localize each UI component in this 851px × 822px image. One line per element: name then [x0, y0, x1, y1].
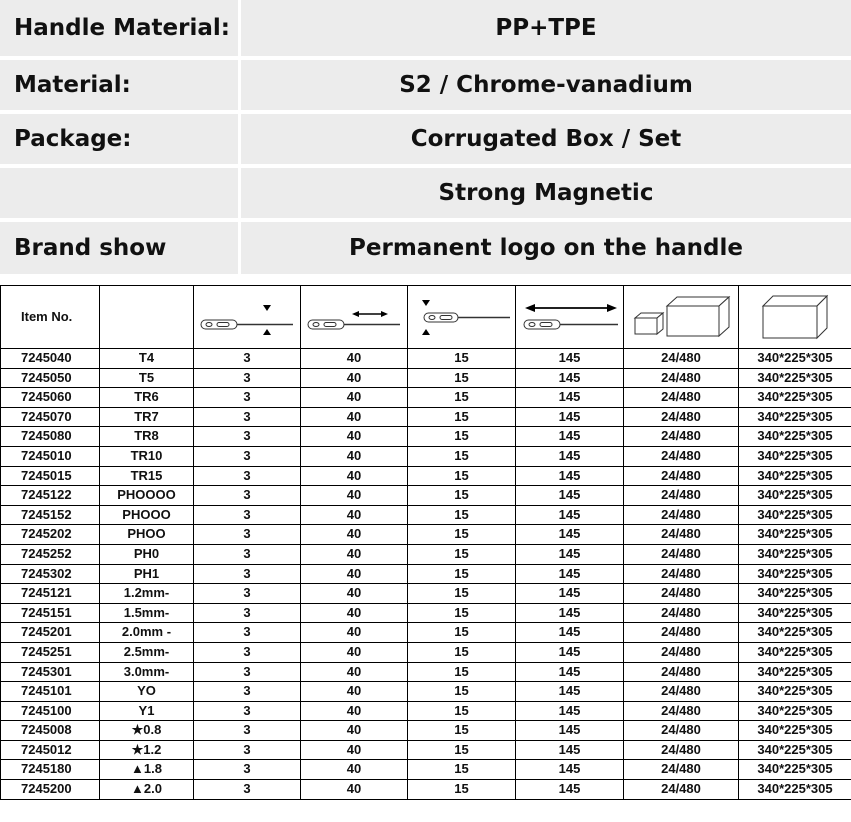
total-length-cell: 145 [516, 446, 624, 466]
carton-size-cell: 340*225*305 [739, 603, 851, 623]
tip-cell: 15 [408, 525, 516, 545]
table-row [1, 584, 851, 604]
item-no-cell: 7245050 [1, 368, 100, 388]
item-no-cell: 7245301 [1, 662, 100, 682]
item-no-cell: 7245122 [1, 486, 100, 506]
carton-size-cell: 340*225*305 [739, 466, 851, 486]
tip-cell: 15 [408, 486, 516, 506]
carton-size-cell: 340*225*305 [739, 760, 851, 780]
table-row [1, 682, 851, 702]
shaft-length-cell: 40 [301, 446, 408, 466]
tip-cell: 15 [408, 642, 516, 662]
total-length-cell: 145 [516, 740, 624, 760]
item-no-cell: 7245060 [1, 388, 100, 408]
total-length-cell: 145 [516, 525, 624, 545]
carton-size-cell: 340*225*305 [739, 525, 851, 545]
total-length-cell: 145 [516, 760, 624, 780]
tip-cell: 15 [408, 603, 516, 623]
item-no-cell: 7245080 [1, 427, 100, 447]
table-row [1, 760, 851, 780]
pack-qty-cell: 24/480 [624, 642, 739, 662]
diameter-cell: 3 [194, 701, 301, 721]
carton-size-cell: 340*225*305 [739, 407, 851, 427]
item-no-cell: 7245152 [1, 505, 100, 525]
item-no-cell: 7245151 [1, 603, 100, 623]
diameter-cell: 3 [194, 349, 301, 369]
shaft-length-cell: 40 [301, 544, 408, 564]
inner-outer-box-icon [624, 286, 739, 349]
pack-qty-cell: 24/480 [624, 525, 739, 545]
total-length-cell: 145 [516, 427, 624, 447]
type-cell: 2.0mm - [100, 623, 194, 643]
carton-size-cell: 340*225*305 [739, 486, 851, 506]
type-cell: Y1 [100, 701, 194, 721]
pack-qty-cell: 24/480 [624, 603, 739, 623]
shaft-length-cell: 40 [301, 407, 408, 427]
type-cell: TR8 [100, 427, 194, 447]
total-length-cell: 145 [516, 642, 624, 662]
diameter-cell: 3 [194, 525, 301, 545]
pack-qty-cell: 24/480 [624, 721, 739, 741]
item-no-cell: 7245180 [1, 760, 100, 780]
shaft-length-cell: 40 [301, 603, 408, 623]
spec-value: Corrugated Box / Set [241, 114, 851, 164]
diameter-cell: 3 [194, 486, 301, 506]
type-cell: PH0 [100, 544, 194, 564]
carton-size-cell: 340*225*305 [739, 446, 851, 466]
type-cell: PHOO [100, 525, 194, 545]
item-no-cell: 7245008 [1, 721, 100, 741]
type-cell: PHOOO [100, 505, 194, 525]
diameter-cell: 3 [194, 466, 301, 486]
diameter-cell: 3 [194, 368, 301, 388]
total-length-cell: 145 [516, 505, 624, 525]
table-row [1, 780, 851, 800]
diameter-cell: 3 [194, 505, 301, 525]
item-no-cell: 7245202 [1, 525, 100, 545]
type-cell: PH1 [100, 564, 194, 584]
item-no-cell: 7245100 [1, 701, 100, 721]
tip-cell: 15 [408, 721, 516, 741]
tip-cell: 15 [408, 564, 516, 584]
diameter-cell: 3 [194, 603, 301, 623]
total-length-cell: 145 [516, 623, 624, 643]
item-no-cell: 7245012 [1, 740, 100, 760]
shaft-length-cell: 40 [301, 701, 408, 721]
total-length-cell: 145 [516, 388, 624, 408]
type-cell: 1.5mm- [100, 603, 194, 623]
pack-qty-cell: 24/480 [624, 388, 739, 408]
total-length-cell: 145 [516, 701, 624, 721]
spec-block [0, 0, 851, 274]
total-length-cell: 145 [516, 603, 624, 623]
pack-qty-cell: 24/480 [624, 427, 739, 447]
table-row [1, 544, 851, 564]
shaft-length-cell: 40 [301, 466, 408, 486]
table-row [1, 505, 851, 525]
type-cell: 3.0mm- [100, 662, 194, 682]
carton-size-cell: 340*225*305 [739, 662, 851, 682]
diameter-cell: 3 [194, 427, 301, 447]
shaft-length-cell: 40 [301, 349, 408, 369]
header-type [100, 286, 194, 349]
shaft-length-cell: 40 [301, 388, 408, 408]
carton-size-cell: 340*225*305 [739, 701, 851, 721]
pack-qty-cell: 24/480 [624, 486, 739, 506]
tip-cell: 15 [408, 505, 516, 525]
diameter-cell: 3 [194, 544, 301, 564]
pack-qty-cell: 24/480 [624, 349, 739, 369]
tip-cell: 15 [408, 368, 516, 388]
item-no-cell: 7245251 [1, 642, 100, 662]
pack-qty-cell: 24/480 [624, 701, 739, 721]
type-cell: T4 [100, 349, 194, 369]
pack-qty-cell: 24/480 [624, 505, 739, 525]
carton-size-icon [739, 286, 851, 349]
total-length-cell: 145 [516, 564, 624, 584]
type-cell: T5 [100, 368, 194, 388]
total-length-cell: 145 [516, 544, 624, 564]
diameter-cell: 3 [194, 682, 301, 702]
pack-qty-cell: 24/480 [624, 446, 739, 466]
pack-qty-cell: 24/480 [624, 407, 739, 427]
carton-size-cell: 340*225*305 [739, 584, 851, 604]
tip-cell: 15 [408, 701, 516, 721]
carton-size-cell: 340*225*305 [739, 642, 851, 662]
diameter-cell: 3 [194, 388, 301, 408]
shaft-length-cell: 40 [301, 740, 408, 760]
table-row [1, 564, 851, 584]
shaft-length-cell: 40 [301, 721, 408, 741]
screwdriver-shaft-length-icon [301, 286, 408, 349]
spec-label: Material: [0, 60, 238, 110]
item-no-cell: 7245201 [1, 623, 100, 643]
total-length-cell: 145 [516, 407, 624, 427]
spec-value: Strong Magnetic [241, 168, 851, 218]
header-item-no: Item No. [1, 286, 100, 349]
diameter-cell: 3 [194, 642, 301, 662]
carton-size-cell: 340*225*305 [739, 388, 851, 408]
type-cell: PHOOOO [100, 486, 194, 506]
diameter-cell: 3 [194, 740, 301, 760]
shaft-length-cell: 40 [301, 682, 408, 702]
carton-size-cell: 340*225*305 [739, 623, 851, 643]
table-row [1, 427, 851, 447]
carton-size-cell: 340*225*305 [739, 349, 851, 369]
total-length-cell: 145 [516, 349, 624, 369]
diameter-cell: 3 [194, 584, 301, 604]
spec-row-handle-material [0, 0, 851, 56]
total-length-cell: 145 [516, 466, 624, 486]
spec-row-brand [0, 222, 851, 274]
pack-qty-cell: 24/480 [624, 780, 739, 800]
carton-size-cell: 340*225*305 [739, 564, 851, 584]
diameter-cell: 3 [194, 721, 301, 741]
tip-cell: 15 [408, 388, 516, 408]
total-length-cell: 145 [516, 584, 624, 604]
table-row [1, 662, 851, 682]
item-no-cell: 7245015 [1, 466, 100, 486]
table-row [1, 701, 851, 721]
pack-qty-cell: 24/480 [624, 682, 739, 702]
tip-cell: 15 [408, 446, 516, 466]
spec-label: Handle Material: [0, 0, 238, 56]
table-row [1, 603, 851, 623]
diameter-cell: 3 [194, 407, 301, 427]
spec-row-package [0, 114, 851, 164]
pack-qty-cell: 24/480 [624, 564, 739, 584]
table-header-row [1, 286, 851, 349]
item-no-cell: 7245121 [1, 584, 100, 604]
tip-cell: 15 [408, 427, 516, 447]
total-length-cell: 145 [516, 721, 624, 741]
table-row [1, 525, 851, 545]
pack-qty-cell: 24/480 [624, 544, 739, 564]
total-length-cell: 145 [516, 486, 624, 506]
tip-cell: 15 [408, 544, 516, 564]
item-no-cell: 7245200 [1, 780, 100, 800]
table-body [1, 349, 851, 800]
type-cell: ▲1.8 [100, 760, 194, 780]
pack-qty-cell: 24/480 [624, 740, 739, 760]
table-row [1, 407, 851, 427]
carton-size-cell: 340*225*305 [739, 682, 851, 702]
pack-qty-cell: 24/480 [624, 662, 739, 682]
diameter-cell: 3 [194, 623, 301, 643]
screwdriver-total-length-icon [516, 286, 624, 349]
item-no-cell: 7245010 [1, 446, 100, 466]
tip-cell: 15 [408, 466, 516, 486]
carton-size-cell: 340*225*305 [739, 721, 851, 741]
table-row [1, 642, 851, 662]
item-no-cell: 7245252 [1, 544, 100, 564]
type-cell: TR6 [100, 388, 194, 408]
table-row [1, 466, 851, 486]
tip-cell: 15 [408, 682, 516, 702]
table-row [1, 486, 851, 506]
spec-row-material [0, 60, 851, 110]
table-row [1, 388, 851, 408]
table-row [1, 721, 851, 741]
screwdriver-diameter-icon [194, 286, 301, 349]
item-no-cell: 7245070 [1, 407, 100, 427]
type-cell: ★1.2 [100, 740, 194, 760]
shaft-length-cell: 40 [301, 760, 408, 780]
tip-cell: 15 [408, 740, 516, 760]
type-cell: YO [100, 682, 194, 702]
pack-qty-cell: 24/480 [624, 584, 739, 604]
shaft-length-cell: 40 [301, 427, 408, 447]
carton-size-cell: 340*225*305 [739, 780, 851, 800]
product-table [0, 285, 851, 800]
tip-cell: 15 [408, 780, 516, 800]
item-no-cell: 7245101 [1, 682, 100, 702]
type-cell: TR7 [100, 407, 194, 427]
shaft-length-cell: 40 [301, 368, 408, 388]
shaft-length-cell: 40 [301, 486, 408, 506]
diameter-cell: 3 [194, 446, 301, 466]
shaft-length-cell: 40 [301, 623, 408, 643]
diameter-cell: 3 [194, 662, 301, 682]
table-row [1, 740, 851, 760]
shaft-length-cell: 40 [301, 564, 408, 584]
tip-cell: 15 [408, 584, 516, 604]
carton-size-cell: 340*225*305 [739, 368, 851, 388]
total-length-cell: 145 [516, 368, 624, 388]
diameter-cell: 3 [194, 780, 301, 800]
pack-qty-cell: 24/480 [624, 760, 739, 780]
type-cell: 2.5mm- [100, 642, 194, 662]
total-length-cell: 145 [516, 682, 624, 702]
type-cell: ★0.8 [100, 721, 194, 741]
total-length-cell: 145 [516, 662, 624, 682]
spec-row-magnetic [0, 168, 851, 218]
screwdriver-tip-width-icon [408, 286, 516, 349]
tip-cell: 15 [408, 760, 516, 780]
carton-size-cell: 340*225*305 [739, 740, 851, 760]
type-cell: TR10 [100, 446, 194, 466]
type-cell: 1.2mm- [100, 584, 194, 604]
shaft-length-cell: 40 [301, 642, 408, 662]
shaft-length-cell: 40 [301, 662, 408, 682]
carton-size-cell: 340*225*305 [739, 427, 851, 447]
table-row [1, 368, 851, 388]
total-length-cell: 145 [516, 780, 624, 800]
spec-label [0, 168, 238, 218]
shaft-length-cell: 40 [301, 525, 408, 545]
spec-value: Permanent logo on the handle [241, 222, 851, 274]
pack-qty-cell: 24/480 [624, 466, 739, 486]
table-row [1, 446, 851, 466]
item-no-cell: 7245302 [1, 564, 100, 584]
tip-cell: 15 [408, 349, 516, 369]
tip-cell: 15 [408, 623, 516, 643]
shaft-length-cell: 40 [301, 505, 408, 525]
table-row [1, 623, 851, 643]
type-cell: ▲2.0 [100, 780, 194, 800]
tip-cell: 15 [408, 407, 516, 427]
type-cell: TR15 [100, 466, 194, 486]
diameter-cell: 3 [194, 760, 301, 780]
pack-qty-cell: 24/480 [624, 623, 739, 643]
spec-label: Brand show [0, 222, 238, 274]
spec-label: Package: [0, 114, 238, 164]
spec-value: PP+TPE [241, 0, 851, 56]
tip-cell: 15 [408, 662, 516, 682]
diameter-cell: 3 [194, 564, 301, 584]
item-no-cell: 7245040 [1, 349, 100, 369]
shaft-length-cell: 40 [301, 584, 408, 604]
pack-qty-cell: 24/480 [624, 368, 739, 388]
carton-size-cell: 340*225*305 [739, 505, 851, 525]
carton-size-cell: 340*225*305 [739, 544, 851, 564]
spec-value: S2 / Chrome-vanadium [241, 60, 851, 110]
table-row [1, 349, 851, 369]
shaft-length-cell: 40 [301, 780, 408, 800]
